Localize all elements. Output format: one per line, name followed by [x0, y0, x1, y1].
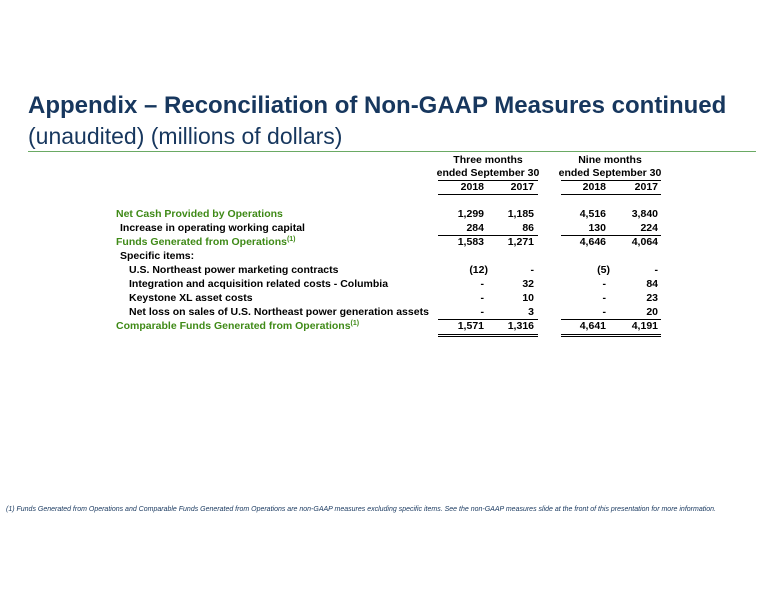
header-year: 2017: [634, 181, 658, 193]
table-cell: 4,516: [579, 208, 606, 220]
table-cell: 1,571: [457, 320, 484, 332]
row-label-funds-generated: Funds Generated from Operations$^{(1)}$: [116, 236, 296, 248]
row-label-net-cash: Net Cash Provided by Operations: [116, 208, 283, 220]
table-cell: 3,840: [631, 208, 658, 220]
table-cell: 130: [588, 222, 606, 234]
header-year: 2018: [582, 181, 606, 193]
table-cell: -: [654, 264, 658, 276]
header-nine-months-line1: Nine months: [578, 154, 642, 166]
table-cell: 284: [466, 222, 484, 234]
table-cell: 4,191: [631, 320, 658, 332]
table-cell: 1,185: [507, 208, 534, 220]
table-cell: 84: [646, 278, 658, 290]
table-cell: -: [602, 306, 606, 318]
row-label-comparable-funds: Comparable Funds Generated from Operations$^{(1)}$: [116, 320, 360, 332]
page-subtitle: (unaudited) (millions of dollars): [28, 123, 343, 149]
row-label-net-loss-sales: Net loss on sales of U.S. Northeast power generation assets: [129, 306, 429, 318]
total-double-underline: [561, 334, 661, 335]
table-cell: 4,646: [579, 236, 606, 248]
table-cell: 1,299: [457, 208, 484, 220]
row-label-power-marketing: U.S. Northeast power marketing contracts: [129, 264, 339, 276]
table-cell: 1,583: [457, 236, 484, 248]
row-label-integration-costs: Integration and acquisition related costs - Columbia: [129, 278, 389, 290]
row-label-keystone-costs: Keystone XL asset costs: [129, 292, 253, 304]
header-year: 2017: [510, 181, 534, 193]
total-double-underline: [438, 336, 538, 337]
header-year: 2018: [460, 181, 484, 193]
title-divider: [28, 151, 756, 152]
row-label-specific-items: Specific items:: [120, 250, 195, 262]
total-double-underline: [438, 334, 538, 335]
table-cell: 1,316: [507, 320, 534, 332]
table-cell: 86: [522, 222, 534, 234]
header-three-months-line2: ended September 30: [436, 167, 540, 179]
table-cell: 4,064: [631, 236, 658, 248]
table-cell: 10: [522, 292, 534, 304]
table-cell: -: [602, 278, 606, 290]
page-title: Appendix – Reconciliation of Non-GAAP Measures continued: [28, 92, 727, 119]
table-cell: 3: [528, 306, 534, 318]
header-three-months-line1: Three months: [453, 154, 523, 166]
row-label-working-capital: Increase in operating working capital: [120, 222, 305, 234]
table-cell: 23: [646, 292, 658, 304]
table-cell: 4,641: [579, 320, 606, 332]
header-nine-months-line2: ended September 30: [558, 167, 662, 179]
footnote: (1) Funds Generated from Operations and Comparable Funds Generated from Operations are non-GAAP measures excluding specific items. See the non-GAAP measures slide at the front of this presentation for more information.: [6, 506, 716, 513]
table-cell: -: [480, 292, 484, 304]
table-cell: 224: [640, 222, 658, 234]
table-cell: (12): [469, 264, 488, 276]
table-cell: -: [530, 264, 534, 276]
table-cell: (5): [597, 264, 610, 276]
table-cell: 1,271: [507, 236, 534, 248]
table-cell: -: [602, 292, 606, 304]
table-cell: 32: [522, 278, 534, 290]
header-years-underline: [438, 194, 538, 195]
table-cell: -: [480, 278, 484, 290]
total-double-underline: [561, 336, 661, 337]
header-years-underline: [561, 194, 661, 195]
table-cell: 20: [646, 306, 658, 318]
table-cell: -: [480, 306, 484, 318]
